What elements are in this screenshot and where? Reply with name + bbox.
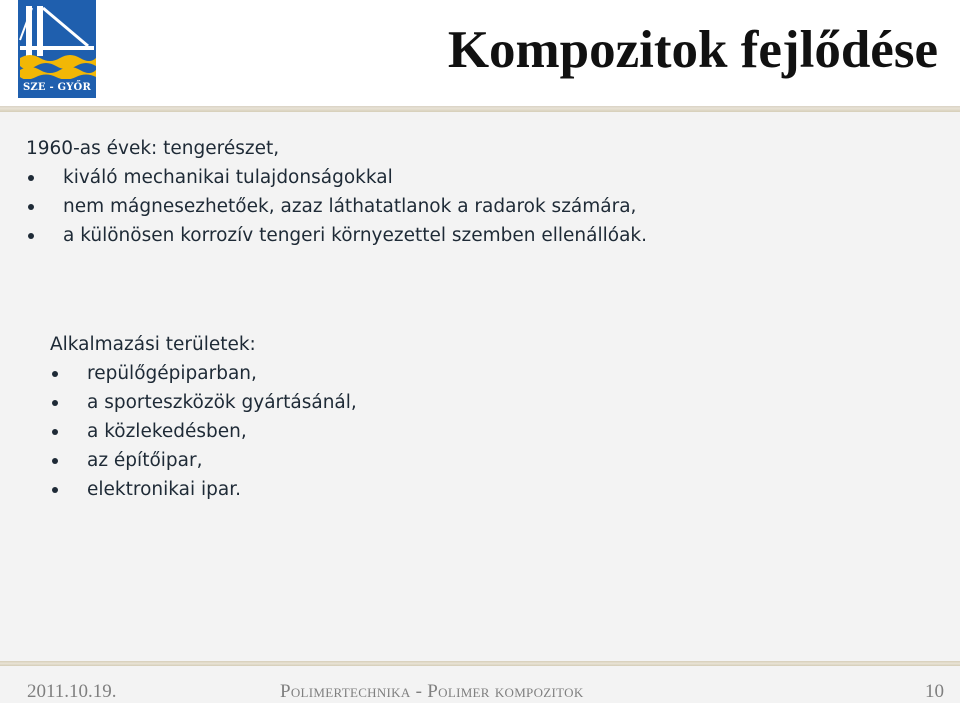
applications-heading: Alkalmazási területek: bbox=[50, 334, 256, 355]
list-item bbox=[26, 163, 647, 192]
list-item bbox=[50, 475, 357, 504]
footer-course-title: Polimertechnika - Polimer kompozitok bbox=[280, 681, 584, 702]
list-item bbox=[50, 446, 357, 475]
footer-divider bbox=[0, 661, 960, 666]
list-item bbox=[26, 192, 647, 221]
applications-bullet-list bbox=[50, 359, 357, 504]
bullet-icon bbox=[28, 204, 34, 210]
list-item-text: a közlekedésben, bbox=[87, 421, 247, 442]
list-item-text: a sporteszközök gyártásánál, bbox=[87, 392, 357, 413]
page-number: 10 bbox=[925, 681, 944, 702]
history-section bbox=[26, 134, 647, 250]
history-heading: 1960-as évek: tengerészet, bbox=[26, 138, 280, 159]
slide-title: Kompozitok fejlődése bbox=[447, 21, 938, 79]
list-item-text: elektronikai ipar. bbox=[87, 479, 242, 500]
list-item bbox=[50, 359, 357, 388]
bullet-icon bbox=[28, 175, 34, 181]
list-item-text: az építőipar, bbox=[87, 450, 203, 471]
list-item bbox=[50, 388, 357, 417]
bullet-icon bbox=[52, 458, 58, 464]
bullet-icon bbox=[28, 233, 34, 239]
list-item-text: nem mágnesezhetőek, azaz láthatatlanok a radarok számára, bbox=[63, 196, 637, 217]
header-divider bbox=[0, 106, 960, 112]
list-item bbox=[26, 221, 647, 250]
list-item-text: kiváló mechanikai tulajdonságokkal bbox=[63, 167, 393, 188]
logo-caption: SZE - GYŐR bbox=[18, 79, 96, 97]
applications-section bbox=[50, 330, 357, 504]
list-item bbox=[50, 417, 357, 446]
bullet-icon bbox=[52, 487, 58, 493]
bullet-icon bbox=[52, 371, 58, 377]
bullet-icon bbox=[52, 429, 58, 435]
history-bullet-list bbox=[26, 163, 647, 250]
bullet-icon bbox=[52, 400, 58, 406]
footer-date: 2011.10.19. bbox=[27, 681, 117, 702]
list-item-text: repülőgépiparban, bbox=[87, 363, 257, 384]
list-item-text: a különösen korrozív tengeri környezettel szemben ellenállóak. bbox=[63, 225, 648, 246]
header bbox=[0, 0, 960, 108]
